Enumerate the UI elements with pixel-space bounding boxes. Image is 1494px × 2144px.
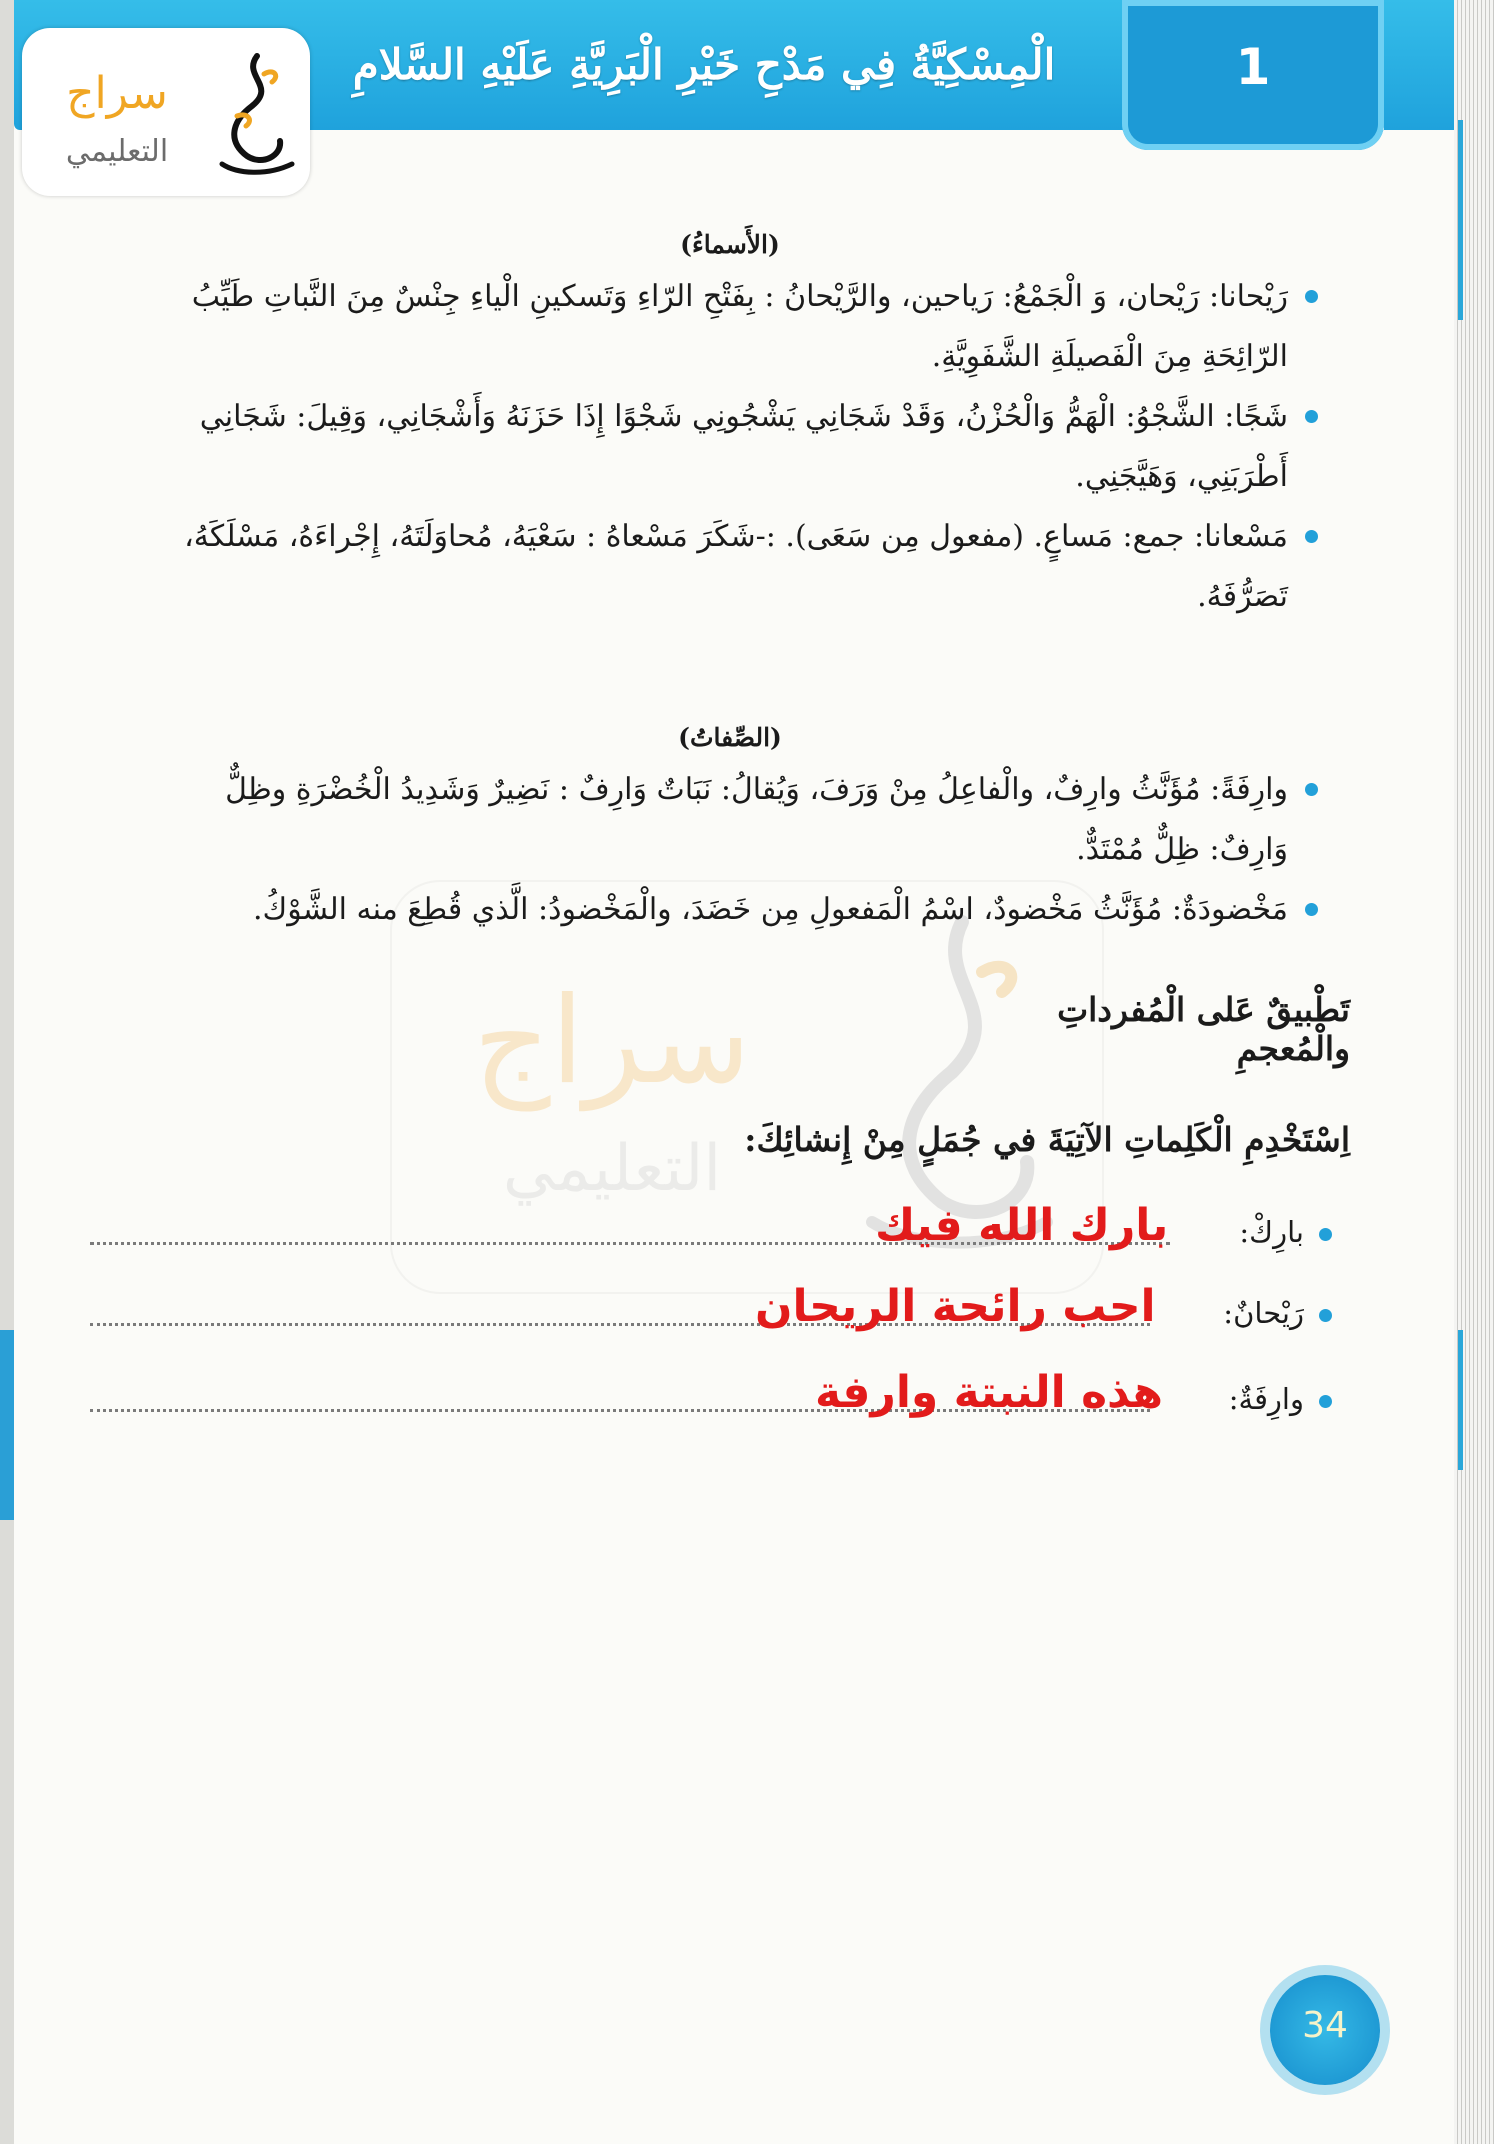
bullet-icon [1305, 903, 1318, 916]
bullet-icon [1305, 410, 1318, 423]
bullet-icon [1319, 1228, 1332, 1241]
vocab-line: رَيْحانا: رَيْحان، وَ الْجَمْعُ: رَياحين، والرَّيْحانُ : بِفَتْحِ الرّاءِ وَتَسكينِ الْياءِ جِنْسٌ مِنَ النَّباتِ طَيِّبُ [191, 279, 1288, 314]
bullet-icon [1319, 1395, 1332, 1408]
vocab-line: الرّائِحَةِ مِنَ الْفَصيلَةِ الشَّفَوِيَّةِ. [931, 339, 1288, 374]
vocab-line: مَخْضودَةٌ: مُؤَنَّثُ مَخْضودٌ، اسْمُ الْمَفعولِ مِن خَضَدَ، والْمَخْضودُ: الَّذي قُطِعَ منه الشَّوْكُ. [253, 892, 1288, 927]
section-heading-nouns: (الأَسماءُ) [680, 230, 780, 259]
vocab-line: أَطْرَبَنِي، وَهَيَّجَنِي. [1075, 459, 1288, 494]
watermark-subtitle: التعليمي [502, 1132, 722, 1206]
section-heading-adjectives: (الصِّفاتُ) [678, 723, 782, 752]
exercise-instruction: اِسْتَخْدِمِ الْكَلِماتِ الآتِيَةَ في جُمَلٍ مِنْ إِنشائِكَ: [744, 1120, 1350, 1159]
section-spacer [140, 627, 1320, 723]
watermark-name: سراج [473, 972, 751, 1111]
answer-text: هذه النبتة وارفة [815, 1367, 1163, 1418]
exercise-row [80, 1283, 1330, 1343]
page-number: 34 [1302, 2005, 1348, 2046]
application-title: تَطْبيقٌ عَلى الْمُفرداتِ والْمُعجمِ [1057, 990, 1350, 1068]
answer-text: بارك الله فيك [875, 1200, 1169, 1251]
vocab-line: شَجًا: الشَّجْوُ: الْهَمُّ وَالْحُزْنُ، وَقَدْ شَجَانِي يَشْجُونِي شَجْوًا إِذَا حَزَنَهُ وَأَشْجَانِي، وَقِيلَ: شَجَانِي [199, 399, 1288, 434]
vocab-line: تَصَرُّفَهُ. [1197, 579, 1288, 614]
vocab-line: وارِفَةً: مُؤَنَّثُ وارِفٌ، والْفاعِلُ مِنْ وَرَفَ، وَيُقالُ: نَبَاتٌ وَارِفٌ : نَضِيرٌ وَشَدِيدُ الْخُضْرَةِ وظِلٌّ [225, 772, 1288, 807]
lesson-number: 1 [1235, 38, 1271, 96]
exercise-word: وارِفَةٌ: [1228, 1382, 1304, 1416]
header-right-band [1384, 0, 1455, 130]
bullet-icon [1319, 1309, 1332, 1322]
bullet-icon [1305, 290, 1318, 303]
vocab-item-masaana [140, 507, 1320, 627]
vocab-item-shajan [140, 387, 1320, 507]
bullet-icon [1305, 783, 1318, 796]
logo-subtitle: التعليمي [65, 134, 169, 169]
exercise-word: رَيْحانٌ: [1223, 1296, 1304, 1330]
vocab-line: مَسْعانا: جمع: مَساعٍ. (مفعول مِن سَعَى). :-شَكَرَ مَسْعاهُ : سَعْيَهُ، مُحاوَلَتَهُ، إِجْراءَهُ، مَسْلَكَهُ، [184, 519, 1288, 554]
page-number-badge [1270, 1975, 1380, 2085]
calligraphy-mark-icon [202, 46, 302, 186]
vocabulary-content [140, 230, 1320, 940]
page-side-tab [0, 1330, 14, 1520]
exercise-word: بارِكْ: [1239, 1215, 1304, 1249]
answer-text: احب رائحة الريحان [755, 1281, 1156, 1332]
siraj-logo [22, 28, 310, 196]
vocab-item-makhduda [140, 880, 1320, 940]
vocab-item-warifa [140, 760, 1320, 880]
lesson-number-tab [1122, 0, 1384, 150]
logo-name: سراج [66, 68, 168, 119]
lesson-title: الْمِسْكِيَّةُ فِي مَدْحِ خَيْرِ الْبَرِيَّةِ عَلَيْهِ السَّلامِ [352, 40, 1056, 89]
vocab-line: وَارِفٌ: ظِلٌّ مُمْتَدٌّ. [1076, 832, 1288, 867]
exercise-row [80, 1202, 1330, 1262]
page-stack-edges [1454, 0, 1494, 2144]
exercise-row [80, 1369, 1330, 1429]
vocab-item-rayhana [140, 267, 1320, 387]
bullet-icon [1305, 530, 1318, 543]
page-binding-edge [0, 0, 14, 2144]
